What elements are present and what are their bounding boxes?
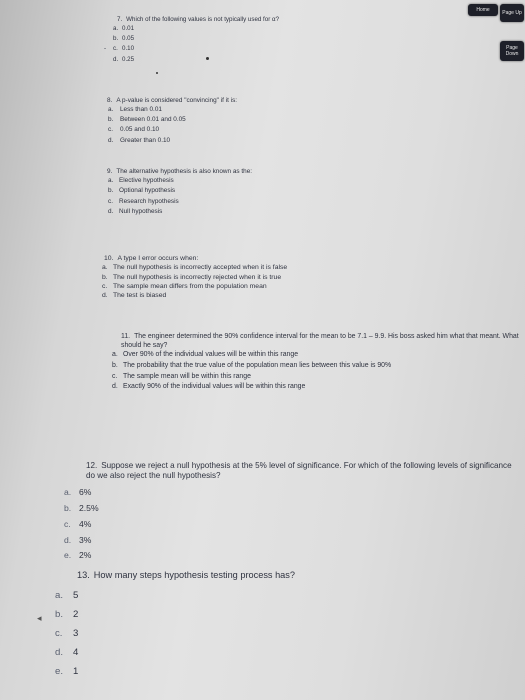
option-letter: d.	[112, 383, 118, 391]
option-letter: b.	[55, 608, 64, 620]
question-stem: Which of the following values is not typically used for α?	[126, 16, 280, 23]
option-10b[interactable]	[102, 273, 287, 282]
option-text: 0.05	[122, 35, 135, 43]
option-text: 6%	[79, 487, 92, 498]
option-text: Elective hypothesis	[119, 177, 174, 184]
question-stem: A type I error occurs when:	[117, 255, 199, 262]
question-stem: How many steps hypothesis testing process has?	[93, 570, 295, 580]
option-7b[interactable]	[113, 34, 279, 44]
option-text: The null hypothesis is incorrectly rejected when it is true	[113, 273, 282, 281]
option-text: Null hypothesis	[119, 208, 163, 216]
option-letter: d.	[113, 55, 119, 63]
option-7c[interactable]	[104, 44, 279, 54]
option-12b[interactable]	[64, 501, 522, 517]
question-stem: The engineer determined the 90% confidence interval for the mean to be 7.1 – 9.9. His boss asked him what that meant. What should he say?	[121, 333, 519, 349]
option-letter: b.	[64, 503, 72, 514]
option-8c[interactable]	[108, 125, 237, 135]
option-text: The sample mean differs from the population mean	[113, 283, 267, 291]
option-7d[interactable]	[113, 55, 279, 65]
option-letter: d.	[108, 136, 114, 144]
option-text: 0.05 and 0.10	[120, 126, 160, 134]
option-letter: d.	[108, 208, 114, 216]
option-letter: a.	[102, 264, 108, 272]
option-13e[interactable]	[55, 662, 295, 681]
option-letter: d.	[102, 292, 108, 300]
option-11b[interactable]	[112, 361, 521, 372]
option-12d[interactable]	[64, 533, 522, 549]
option-letter: b.	[108, 116, 114, 124]
page-down-button-label: Page Down	[505, 45, 519, 57]
question-number: 9.	[107, 168, 113, 175]
question-11	[112, 333, 521, 393]
option-letter: e.	[55, 666, 64, 678]
option-12e[interactable]	[64, 548, 522, 564]
home-button-label: Home	[476, 7, 490, 13]
option-7a[interactable]	[113, 24, 279, 34]
option-letter: c.	[112, 372, 118, 380]
option-letter: b.	[102, 273, 108, 281]
option-text: Less than 0.01	[120, 106, 162, 113]
option-list	[102, 263, 287, 300]
question-number: 10.	[104, 255, 114, 262]
option-text: 1	[73, 666, 79, 678]
question-number: 11.	[121, 333, 131, 340]
option-letter: a.	[108, 106, 114, 113]
page-up-button[interactable]	[500, 4, 524, 22]
option-text: Exactly 90% of the individual values will be within this range	[123, 383, 306, 391]
option-12c[interactable]	[64, 517, 522, 533]
option-11d[interactable]	[112, 382, 521, 393]
option-list	[55, 586, 295, 682]
option-letter: c.	[64, 518, 71, 529]
option-letter: c.	[102, 283, 108, 291]
option-list	[112, 350, 521, 393]
option-text: The probability that the true value of the population mean lies between this value is 90%	[123, 361, 392, 369]
option-text: The null hypothesis is incorrectly accepted when it is false	[113, 264, 288, 272]
question-9	[107, 168, 252, 218]
arrow-mark-icon: ◂	[37, 613, 42, 623]
dust-dot-icon	[206, 57, 209, 60]
question-number: 8.	[107, 97, 113, 104]
option-letter: a.	[55, 589, 64, 601]
option-text: Between 0.01 and 0.05	[120, 116, 186, 124]
question-stem: Suppose we reject a null hypothesis at the 5% level of significance. For which of the following levels of significance do we also reject the null hypothesis?	[86, 461, 512, 481]
option-8a[interactable]	[108, 105, 237, 115]
option-text: Over 90% of the individual values will be within this range	[123, 351, 299, 359]
option-text: 0.01	[122, 24, 135, 32]
option-letter: c.	[55, 627, 63, 639]
question-13	[55, 570, 295, 682]
option-text: 2%	[79, 550, 92, 561]
option-letter: c.	[108, 126, 113, 134]
option-text: 0.10	[122, 45, 135, 53]
option-text: Research hypothesis	[119, 197, 179, 205]
option-11a[interactable]	[112, 350, 521, 361]
option-text: 4	[73, 647, 79, 659]
option-list	[108, 176, 252, 218]
option-text: 3	[73, 627, 79, 639]
question-stem: A p-value is considered "convincing" if it is:	[116, 97, 238, 104]
option-text: 5	[73, 589, 79, 601]
tick-mark-icon: -	[104, 45, 107, 53]
option-8b[interactable]	[108, 115, 237, 125]
option-text: Greater than 0.10	[120, 136, 171, 144]
question-number: 12.	[86, 461, 98, 470]
option-text: 2.5%	[79, 503, 99, 514]
option-letter: e.	[64, 550, 72, 561]
option-letter: a.	[64, 487, 72, 498]
option-list	[64, 485, 522, 564]
question-stem: The alternative hypothesis is also known as the:	[116, 168, 253, 175]
question-number: 7.	[117, 16, 123, 23]
option-10c[interactable]	[102, 282, 287, 291]
option-8d[interactable]	[108, 136, 237, 146]
option-13b[interactable]	[55, 605, 295, 624]
option-letter: c.	[113, 45, 118, 53]
question-7	[104, 16, 280, 65]
option-9b[interactable]	[108, 186, 252, 196]
option-11c[interactable]	[112, 372, 521, 383]
option-text: 0.25	[122, 55, 135, 63]
dust-dot-icon	[156, 72, 158, 74]
option-text: Optional hypothesis	[119, 187, 176, 195]
option-12a[interactable]	[64, 485, 522, 501]
page-up-button-label: Page Up	[502, 10, 522, 16]
option-13a[interactable]	[55, 586, 295, 605]
question-number: 13.	[77, 570, 90, 580]
option-list	[104, 24, 279, 65]
option-letter: b.	[112, 361, 118, 369]
option-letter: d.	[55, 647, 64, 659]
option-letter: a.	[113, 24, 119, 32]
option-letter: b.	[108, 187, 114, 195]
option-letter: d.	[64, 534, 72, 545]
question-8	[107, 97, 237, 146]
option-9a[interactable]	[108, 176, 252, 186]
option-9d[interactable]	[108, 207, 252, 217]
option-text: The sample mean will be within this range	[123, 372, 251, 380]
option-10a[interactable]	[102, 263, 287, 272]
option-text: 2	[73, 608, 79, 620]
option-text: 4%	[79, 518, 92, 529]
home-button[interactable]	[468, 4, 498, 16]
option-text: 3%	[79, 534, 92, 545]
option-9c[interactable]	[108, 197, 252, 207]
option-list	[108, 105, 237, 146]
option-letter: b.	[113, 35, 119, 43]
page-down-button[interactable]	[500, 41, 524, 61]
question-10	[104, 255, 287, 301]
option-letter: c.	[108, 197, 113, 205]
option-text: The test is biased	[113, 292, 167, 300]
option-13d[interactable]	[55, 643, 295, 662]
option-13c[interactable]	[55, 624, 295, 643]
option-letter: a.	[112, 351, 118, 359]
question-12	[64, 461, 522, 564]
option-letter: a.	[108, 177, 114, 184]
option-10d[interactable]	[102, 291, 287, 300]
